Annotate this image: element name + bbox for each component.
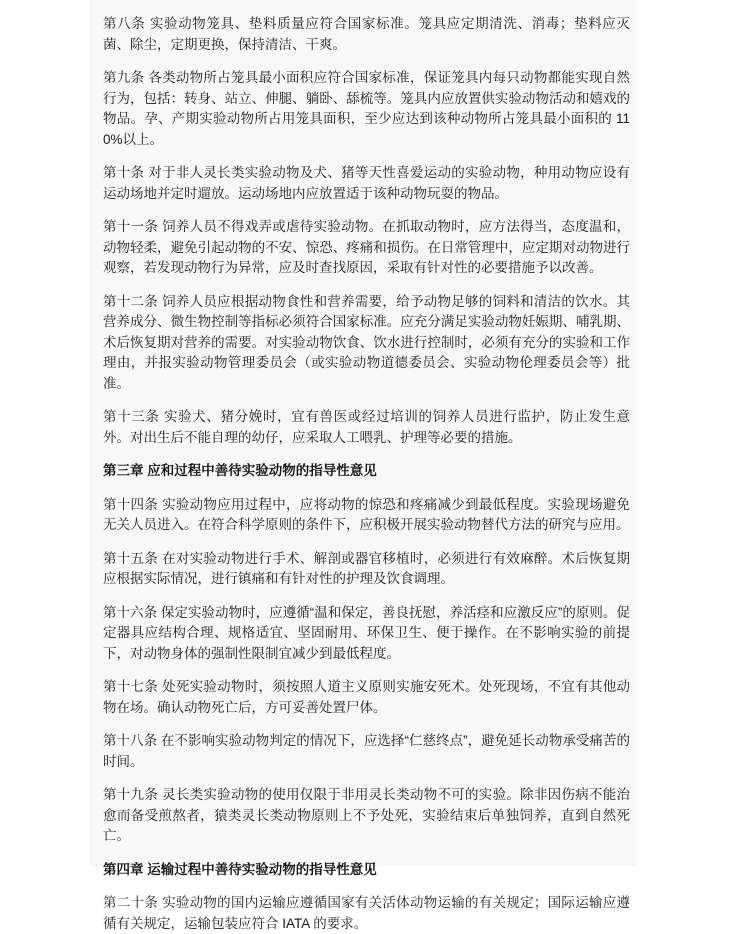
article-paragraph: 第十七条 处死实验动物时，须按照人道主义原则实施安死术。处死现场，不宜有其他动物在场。确认动物死亡后，方可妥善处置尸体。 bbox=[103, 679, 630, 715]
article-paragraph: 第十五条 在对实验动物进行手术、解剖或器官移植时，必须进行有效麻醉。术后恢复期应根据实际情况，进行镇痛和有针对性的护理及饮食调理。 bbox=[103, 550, 630, 586]
article-paragraph: 第二十条 实验动物的国内运输应遵循国家有关活体动物运输的有关规定；国际运输应遵循有关规定，运输包装应符合 IATA 的要求。 bbox=[103, 895, 630, 931]
article-paragraph: 第十条 对于非人灵长类实验动物及犬、猪等天性喜爱运动的实验动物，种用动物应设有运动场地并定时遛放。运动场地内应放置适于该种动物玩耍的物品。 bbox=[103, 165, 630, 201]
article-paragraph: 第十六条 保定实验动物时，应遵循“温和保定，善良抚慰，养活痉和应激反应”的原则。促定器具应结构合理、规格适宜、坚固耐用、环保卫生、便于操作。在不影响实验的前提下，对动物身体的强制性限制宜减少到最低程度。 bbox=[103, 604, 630, 661]
article-paragraph: 第八条 实验动物笼具、垫料质量应符合国家标准。笼具应定期清洗、消毒；垫料应灭菌、除尘，定期更换，保持清洁、干爽。 bbox=[103, 16, 630, 52]
article-paragraph: 第十四条 实验动物应用过程中，应将动物的惊恐和疼痛减少到最低程度。实验现场避免无关人员进入。在符合科学原则的条件下，应积极开展实验动物替代方法的研究与应用。 bbox=[103, 496, 630, 532]
document-page bbox=[90, 0, 637, 931]
article-paragraph: 第十二条 饲养人员应根据动物食性和营养需要，给予动物足够的饲料和清洁的饮水。其营养成分、微生物控制等指标必须符合国家标准。应充分满足实验动物妊娠期、哺乳期、术后恢复期对营养的需要。对实验动物饮食、饮水进行控制时，必须有充分的实验和工作理由，并报实验动物管理委员会（或实验动物道德委员会、实验动物伦理委员会等）批准。 bbox=[103, 293, 630, 391]
article-paragraph: 第十八条 在不影响实验动物判定的情况下，应选择“仁慈终点”，避免延长动物承受痛苦的时间。 bbox=[103, 733, 630, 769]
document-body bbox=[103, 14, 630, 934]
article-paragraph: 第十三条 实验犬、猪分娩时，宜有兽医或经过培训的饲养人员进行监护，防止发生意外。对出生后不能自理的幼仔，应采取人工喂乳、护理等必要的措施。 bbox=[103, 409, 630, 445]
chapter-heading: 第三章 应和过程中善待实验动物的指导性意见 bbox=[103, 463, 377, 478]
chapter-heading: 第四章 运输过程中善待实验动物的指导性意见 bbox=[103, 861, 377, 877]
article-paragraph: 第九条 各类动物所占笼具最小面积应符合国家标准，保证笼具内每只动物都能实现自然行为，包括：转身、站立、伸腿、躺卧、舔梳等。笼具内应放置供实验动物活动和嬉戏的物品。孕、产期实验动物所占用笼具面积，至少应达到该种动物所占笼具最小面积的 110%以上。 bbox=[103, 70, 630, 147]
article-paragraph: 第十一条 饲养人员不得戏弄或虐待实验动物。在抓取动物时，应方法得当，态度温和，动物轻柔，避免引起动物的不安、惊恐、疼痛和损伤。在日常管理中，应定期对动物进行观察，若发现动物行为异常，应及时查找原因，采取有针对性的必要措施予以改善。 bbox=[103, 219, 630, 275]
article-paragraph: 第十九条 灵长类实验动物的使用仅限于非用灵长类动物不可的实验。除非因伤病不能治愈而备受煎熬者，猿类灵长类动物原则上不予处死，实验结束后单独饲养，直到自然死亡。 bbox=[103, 787, 630, 843]
